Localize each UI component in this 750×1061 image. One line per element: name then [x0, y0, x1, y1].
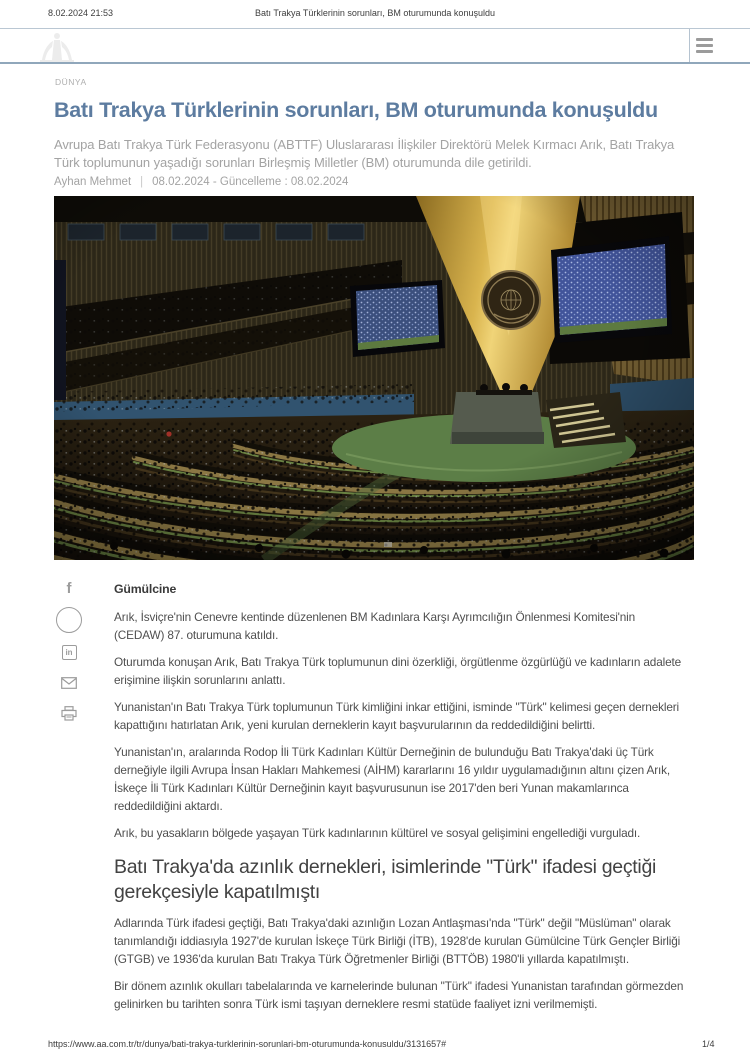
paragraph: Adlarında Türk ifadesi geçtiği, Batı Trakya'daki azınlığın Lozan Antlaşması'nda "Türk" değil "Müslüman" olarak tanımlandığı iddiasıyla 1927'de kurulan İskeçe Türk Birliği (İTB), 1928'de kurulan Gümülcine Türk Gençler Birliği (GTGB) ve 1936'da kurulan Batı Trakya Türk Öğretmenler Birliği (BTTÖB) 1980'li yıllarda kapatılmıştı. [114, 916, 681, 966]
paragraph: Bir dönem azınlık okulları tabelalarında ve karnelerinde bulunan "Türk" ifadesi Yunanistan tarafından görmezden gelinirken bu tarihten sonra Türk ismi taşıyan derneklere resmi statüde faaliyet izni verilmemişti. [114, 979, 684, 1011]
menu-hamburger-icon[interactable] [696, 38, 713, 56]
twitter-share-icon[interactable] [54, 607, 84, 645]
un-assembly-hall-graphic [54, 196, 694, 560]
byline-separator: | [140, 176, 144, 188]
paragraph: Yunanistan'ın Batı Trakya Türk toplumunun Türk kimliğini inkar ettiğini, isminde "Türk" kelimesi geçen dernekleri kapattığını hatırlatan Arık, yeni kurulan derneklerin kayıt başvurularının da reddedildiğini belirtti. [114, 700, 679, 732]
author-name[interactable]: Ayhan Mehmet [54, 176, 132, 188]
paragraph: Oturumda konuşan Arık, Batı Trakya Türk toplumunun dini özerkliği, örgütlenme özgürlüğü ve kadınların adalete erişimine ilişkin sorunlarını anlattı. [114, 655, 682, 687]
paragraph: Yunanistan'ın, aralarında Rodop İli Türk Kadınları Kültür Derneğinin de bulunduğu Batı Trakya'daki üç Türk derneğiyle ilgili Avrupa İnsan Hakları Mahkemesi (AİHM) kararlarını 16 yıldır uygulamadığının altını çizen Arık, İskeçe İli Türk Kadınları Kültür Derneğinin kayıt başvurusunun ise 2017'den beri Yunan makamlarınca reddedildiğini aktardı. [114, 745, 671, 813]
print-icon[interactable] [54, 706, 84, 738]
paragraph: Arık, bu yasakların bölgede yaşayan Türk kadınlarının kültürel ve sosyal gelişimini engellediği vurguladı. [114, 826, 641, 840]
article-photo [54, 196, 694, 560]
facebook-icon[interactable]: f [54, 580, 84, 607]
header-divider [689, 29, 690, 62]
print-doc-title: Batı Trakya Türklerinin sorunları, BM oturumunda konuşuldu [255, 8, 495, 18]
section-heading: Batı Trakya'da azınlık dernekleri, isimlerinde "Türk" ifadesi geçtiği gerekçesiyle kapatılmıştı [114, 856, 657, 903]
footer-url: https://www.aa.com.tr/tr/dunya/bati-trakya-turklerinin-sorunlari-bm-oturumunda-konusuldu/3131657# [48, 1039, 447, 1049]
article-body [114, 580, 686, 1022]
article-date: 08.02.2024 - Güncelleme : 08.02.2024 [152, 176, 349, 188]
page-title: Batı Trakya Türklerinin sorunları, BM oturumunda konuşuldu [54, 98, 658, 122]
site-header [0, 28, 750, 64]
dateline: Gümülcine [114, 582, 177, 596]
share-rail [54, 580, 84, 738]
linkedin-icon[interactable]: in [54, 645, 84, 677]
paragraph: Arık, İsviçre'nin Cenevre kentinde düzenlenen BM Kadınlara Karşı Ayrımcılığın Önlenmesi Komitesi'nin (CEDAW) 87. oturumuna katıldı. [114, 610, 636, 642]
breadcrumb[interactable]: DÜNYA [55, 77, 87, 87]
email-icon[interactable] [54, 677, 84, 706]
article-subtitle: Avrupa Batı Trakya Türk Federasyonu (ABTTF) Uluslararası İlişkiler Direktörü Melek Kırmacı Arık, Batı Trakya Türk toplumunun yaşadığı sorunları Birleşmiş Milletler (BM) oturumunda dile getirildi. [54, 137, 675, 170]
print-datetime: 8.02.2024 21:53 [48, 8, 114, 18]
aa-logo-icon[interactable] [34, 31, 80, 63]
byline [54, 176, 348, 188]
footer-page-number: 1/4 [702, 1039, 715, 1049]
